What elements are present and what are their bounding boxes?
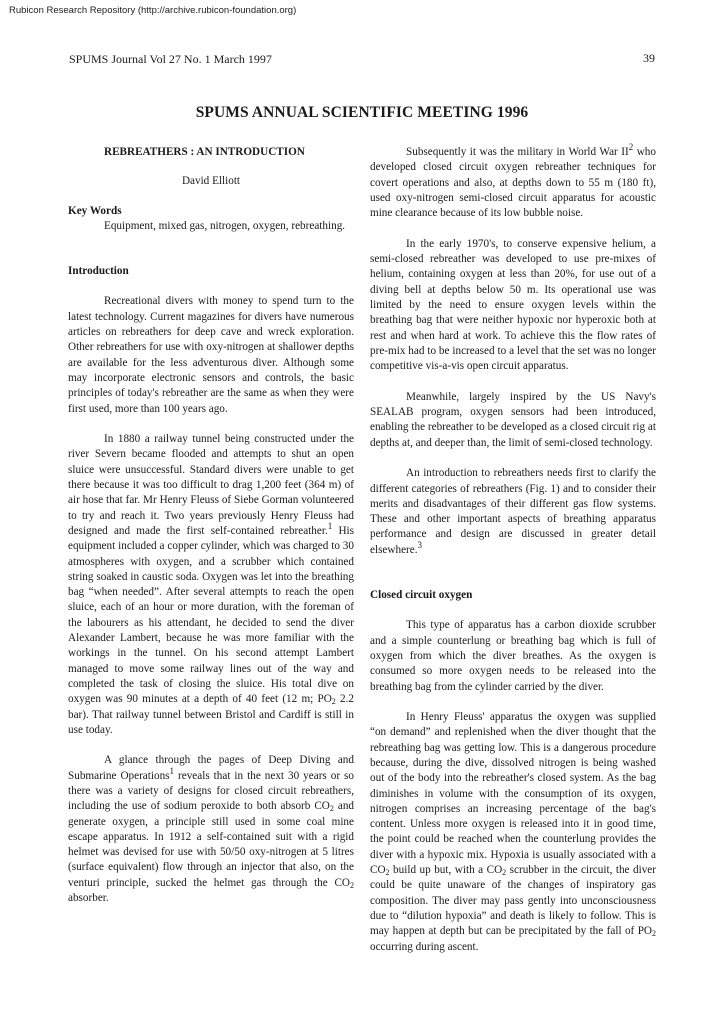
keywords: Equipment, mixed gas, nitrogen, oxygen, rebreathing. <box>104 219 346 232</box>
reference-1b: 1 <box>169 765 175 776</box>
journal-header: SPUMS Journal Vol 27 No. 1 March 1997 <box>69 52 272 66</box>
article-title: REBREATHERS : AN INTRODUCTION <box>104 146 305 158</box>
intro-paragraph-2: In 1880 a railway tunnel being constructed under the river Severn became flooded and attempts to shut an open sluice were unsuccessful. Standard divers were unable to get there because it was too difficult to drag 1,200 feet (364 m) of air hose that far. Mr Henry Fleuss of Siebe Gorman volunteered to try and reach it. Two years previously Henry Fleuss had designed and made the first self-contained rebreather.$^1$ His equipment included a copper cylinder, which was charged to 30 atmospheres with oxygen, and a scrubber which contained string soaked in caustic soda. Oxygen was let into the breathing bag “when needed”. After several attempts to reach the open sluice, each of an hour or more duration, with the foreman of the labourers as his attendant, he decided to send the diver Alexander Lambert, because he was more familiar with the workings in the tunnel. On his second attempt Lambert managed to move some railway lines out of the way and completed the task of closing the sluice. His total dive on oxygen was 90 minutes at a depth of 40 feet (12 m; $PO_2$ 2.2 bar). That railway tunnel between Bristol and Cardiff is still in use today. <box>68 433 355 736</box>
closed-circuit-paragraph-2: In Henry Fleuss' apparatus the oxygen was supplied “on demand” and replenished when the diver thought that the rebreathing bag was getting low. This is a dangerous procedure because, during the dive, dissolved nitrogen is being washed out of the body into the rebreather's closed system. As the bag diminishes in volume with the consumption of its oxygen, nitrogen comprises an increasing percentage of the bag's content. Unless more oxygen is released into it in good time, the point could be reached when the counterlung provides the diver with a hypoxic mix. Hypoxia is usually associated with a $CO_2$ build up but, with a $CO_2$ scrubber in the circuit, the diver could be quite unaware of the changes of inspiratory gas composition. The diver may pass gently into unconsciousness due to “dilution hypoxia” and death is likely to follow. This is may happen at depth but can be precipitated by the fall of $PO_2$ occurring during ascent. <box>370 711 656 953</box>
right-column <box>370 142 656 955</box>
author: David Elliott <box>181 175 241 188</box>
intro-paragraph-1: Recreational divers with money to spend turn to the latest technology. Current magazines for divers have numerous articles on rebreathers for deep cave and wreck exploration. Other rebreathers for use with oxy-nitrogen at shallower depths are available for the less adventurous diver. Although some may incorporate electronic sensors and controls, the basic principles of today's rebreather are the same as when they were first used, more than 100 years ago. <box>68 295 354 415</box>
intro-paragraph-3: A glance through the pages of Deep Diving and Submarine Operations$^1$ reveals that in the next 30 years or so there was a variety of designs for closed circuit rebreathers, including the use of sodium peroxide to both absorb $CO_2$ and generate oxygen, a principle still used in some coal mine escape apparatus. In 1912 a self-contained suit with a rigid helmet was devised for use with 50/50 oxy-nitrogen at 5 litres (surface equivalent) flow through an injector that also, on the venturi principle, sucked the helmet gas through the $CO_2$ absorber. <box>68 754 355 905</box>
reference-2: 2 <box>628 142 634 152</box>
repository-header: Rubicon Research Repository (http://archive.rubicon-foundation.org) <box>9 5 297 16</box>
reference-3: 3 <box>417 539 423 550</box>
page-title: SPUMS ANNUAL SCIENTIFIC MEETING 1996 <box>195 104 529 121</box>
introduction-heading: Introduction <box>68 265 129 278</box>
reference-1: 1 <box>327 520 333 531</box>
closed-circuit-paragraph-1: This type of apparatus has a carbon dioxide scrubber and a simple counterlung or breathing bag which is full of oxygen from which the diver breathes. As the oxygen is consumed so more oxygen needs to be released into the breathing bag from the cylinder carried by the diver. <box>370 619 656 693</box>
closed-circuit-heading: Closed circuit oxygen <box>370 589 473 602</box>
right-paragraph-2: In the early 1970's, to conserve expensive helium, a semi-closed rebreather was developed to use pre-mixes of helium, containing oxygen at less than 20%, for use out of a diving bell at depths below 50 m. Its operational use was limited by the need to ensure oxygen levels within the breathing bag that were neither hypoxic nor hyperoxic both at rest and when hard at work. To achieve this the flow rates of pre-mix had to be increased to a level that the set was no longer competitive vis-a-vis open circuit apparatus. <box>370 237 656 373</box>
page-number: 39 <box>643 51 655 65</box>
right-paragraph-4: An introduction to rebreathers needs first to clarify the different categories of rebreathers (Fig. 1) and to consider their merits and disadvantages of their different gas flow systems. These and other important aspects of breathing apparatus performance and design are discussed in greater detail elsewhere.$^3$ <box>370 467 656 556</box>
right-paragraph-3: Meanwhile, largely inspired by the US Navy's SEALAB program, oxygen sensors had been introduced, enabling the rebreather to be developed as a closed circuit rig at depths at, and deeper than, the limit of semi-closed technology. <box>370 390 656 449</box>
keywords-heading: Key Words <box>68 204 122 217</box>
right-paragraph-1: Subsequently it was the military in World War $II^2$ who developed closed circuit oxygen rebreather techniques for covert operations and also, at depths down to 55 m (180 ft), used oxy-nitrogen semi-closed circuit apparatus for acoustic mine clearance because of its low bubble noise. <box>370 142 656 220</box>
left-column <box>68 145 354 906</box>
